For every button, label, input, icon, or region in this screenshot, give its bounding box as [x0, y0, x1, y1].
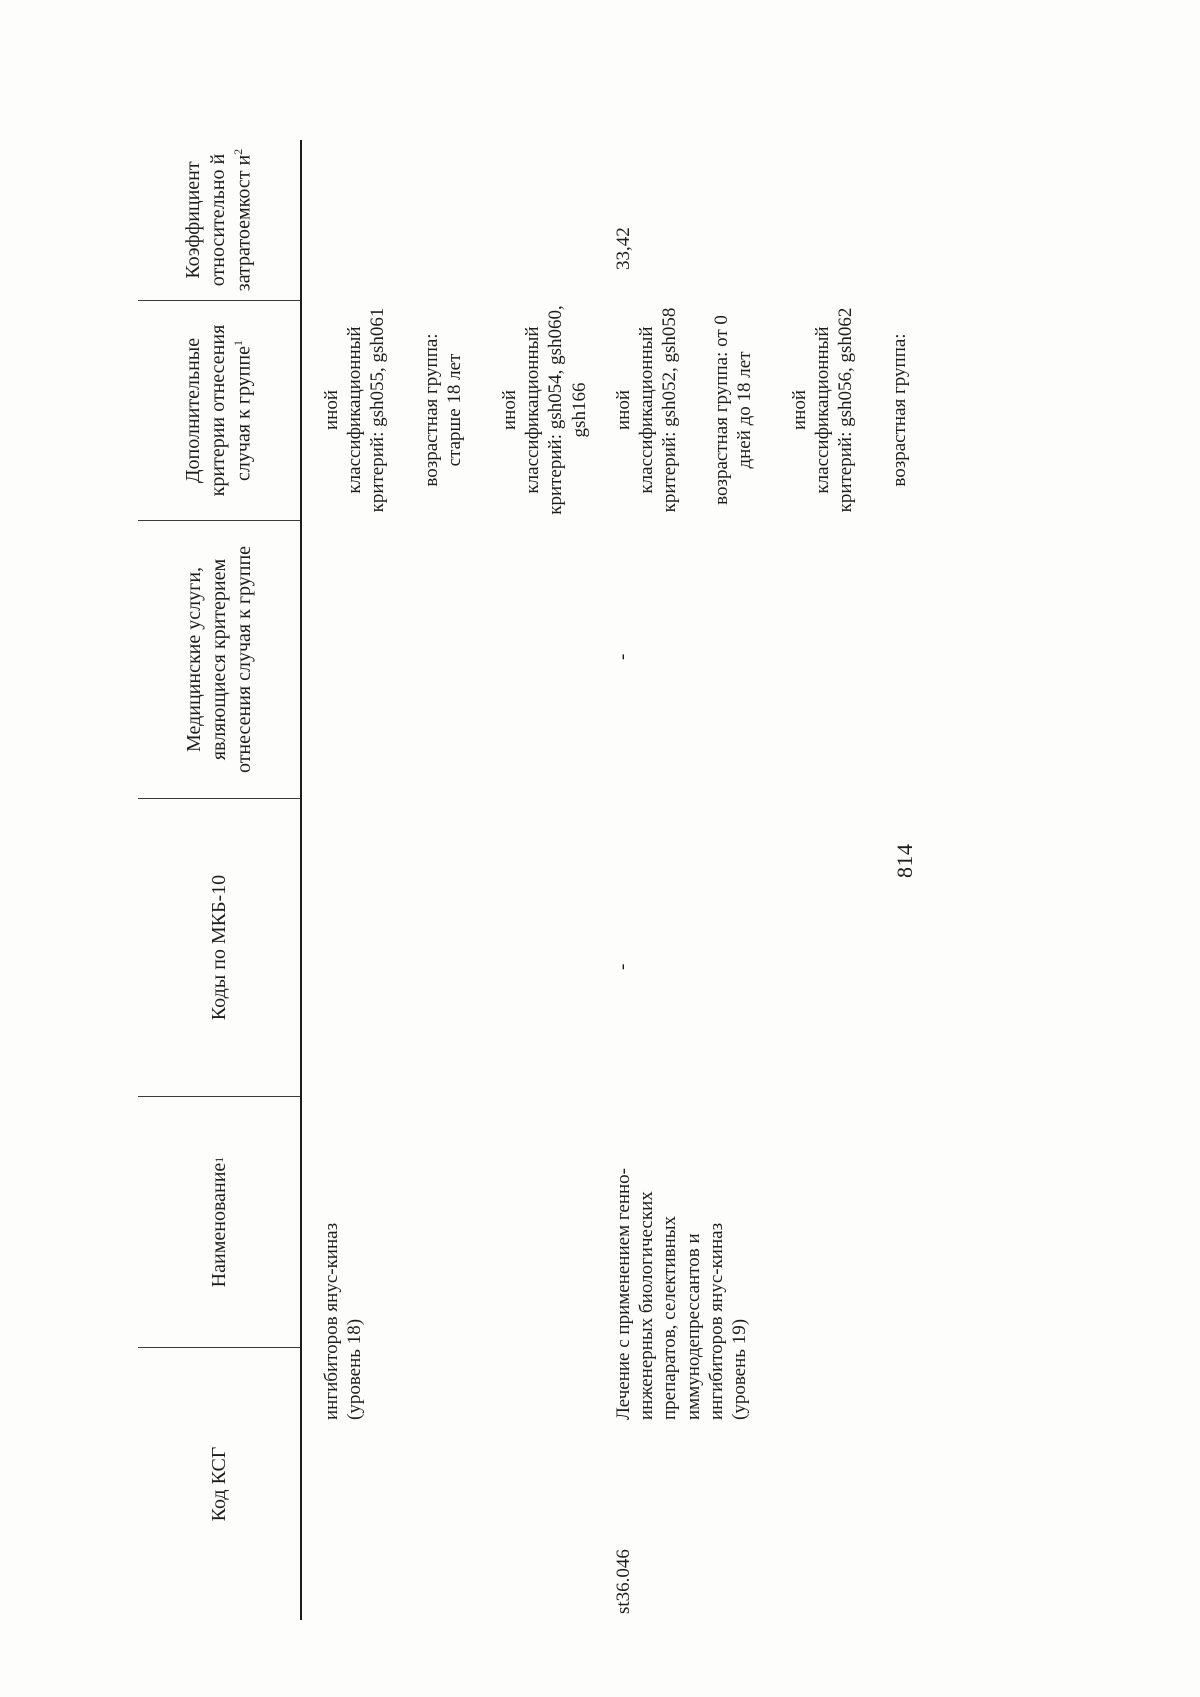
header-mkb-text: Коды по МКБ-10 — [207, 874, 230, 1021]
header-code-text: Код КСГ — [207, 1446, 230, 1522]
header-medical-services-text: Медицинские услуги, являющиеся критерием отнесения случая к группе — [182, 545, 255, 774]
row-code: st36.046 — [613, 1549, 634, 1614]
page-number: 814 — [892, 843, 917, 878]
header-additional-criteria — [138, 300, 300, 520]
row-criteria-2: возрастная группа: от 0 дней до 18 лет — [711, 315, 756, 505]
row-coefficient: 33,42 — [613, 227, 634, 270]
header-name-text: Наименование — [207, 1162, 230, 1288]
continued-criteria-2: возрастная группа: старше 18 лет — [421, 333, 466, 487]
continued-criteria-3: иной классификационный критерий: gsh054, gsh060, gsh166 — [499, 305, 590, 515]
rotated-table-canvas — [40, 80, 1070, 1620]
table-header-row — [138, 140, 302, 1620]
header-medical-services — [138, 520, 300, 798]
row-name: Лечение с применением генно-инженерных биологических препаратов, селективных иммунодепрессантов и ингибиторов янус-киназ (уровень 19) — [613, 1168, 750, 1420]
row-medical-services: - — [612, 653, 633, 660]
header-name-footnote: 1 — [211, 1156, 226, 1163]
header-mkb — [138, 798, 300, 1096]
header-additional-criteria-text: Дополнительные критерии отнесения случая к группе — [182, 324, 255, 497]
header-coefficient — [138, 140, 300, 300]
row-mkb: - — [612, 963, 633, 970]
continued-row-name: ингибиторов янус-киназ (уровень 18) — [321, 1222, 366, 1420]
header-code — [138, 1347, 300, 1620]
row-criteria-4: возрастная группа: — [889, 333, 910, 487]
header-coefficient-text: Коэффициент относительно й затратоемкост и — [182, 153, 255, 292]
header-coefficient-footnote: 2 — [231, 148, 246, 155]
header-additional-criteria-footnote: 1 — [231, 340, 246, 347]
row-criteria-3: иной классификационный критерий: gsh056, gsh062 — [789, 307, 857, 513]
header-name — [138, 1096, 300, 1347]
row-criteria-1: иной классификационный критерий: gsh052, gsh058 — [613, 307, 681, 513]
continued-criteria-1: иной классификационный критерий: gsh055, gsh061 — [321, 307, 389, 513]
